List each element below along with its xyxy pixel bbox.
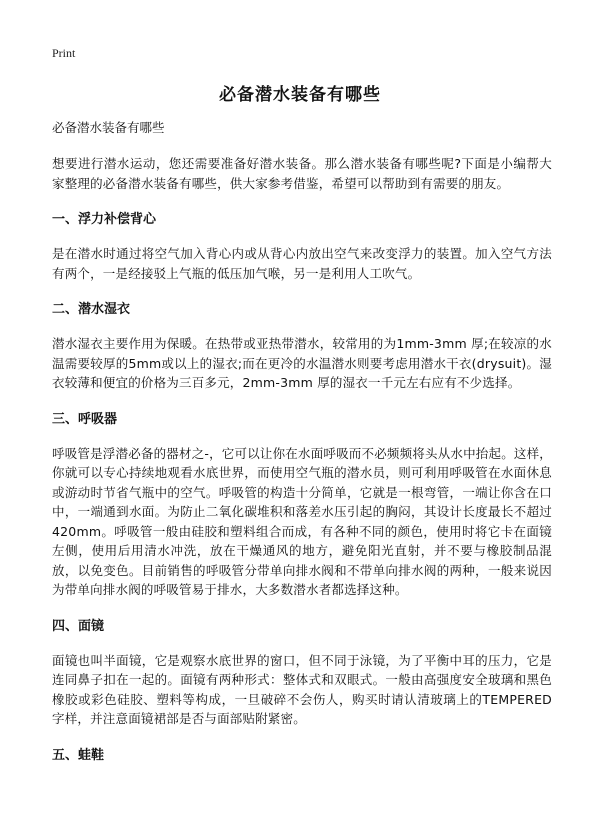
intro-paragraph: 想要进行潜水运动，您还需要准备好潜水装备。那么潜水装备有哪些呢?下面是小编帮大家整理的必备潜水装备有哪些，供大家参考借鉴，希望可以帮助到有需要的朋友。 [52, 156, 552, 191]
section-body-mask: 面镜也叫半面镜，它是观察水底世界的窗口，但不同于泳镜，为了平衡中耳的压力，它是连同鼻子扣在一起的。面镜有两种形式：整体式和双眼式。一般由高强度安全玻璃和黑色橡胶或彩色硅胶、塑料等构成，一旦破碎不会伤人，购买时请认清玻璃上的TEMPERED 字样，并注意面镜裙部是否与面部贴附紧密。 [52, 652, 552, 726]
section-heading-fins: 五、蛙鞋 [52, 747, 105, 763]
section-body-buoyancy: 是在潜水时通过将空气加入背心内或从背心内放出空气来改变浮力的装置。加入空气方法有两个，一是经接驳上气瓶的低压加气喉，另一是利用人工吹气。 [52, 246, 552, 281]
section-heading-wetsuit: 二、潜水湿衣 [52, 302, 131, 317]
section-heading-mask: 四、面镜 [52, 618, 105, 634]
section-body-wetsuit: 潜水湿衣主要作用为保暖。在热带或亚热带潜水，较常用的为1mm-3mm 厚;在较凉的水温需要较厚的5mm或以上的湿衣;而在更冷的水温潜水则要考虑用潜水干衣(drysuit)。湿衣较薄和便宜的价格为三百多元，2mm-3mm 厚的湿衣一千元左右应有不少选择。 [52, 336, 552, 390]
section-heading-buoyancy: 一、浮力补偿背心 [52, 212, 157, 227]
section-heading-snorkel: 三、呼吸器 [52, 411, 118, 427]
section-body-snorkel: 呼吸管是浮潜必备的器材之-，它可以让你在水面呼吸而不必频频将头从水中抬起。这样，你就可以专心持续地观看水底世界，而使用空气瓶的潜水员，则可利用呼吸管在水面休息或游动时节省气瓶中的空气。呼吸管的构造十分简单，它就是一根弯管，一端让你含在口中，一端通到水面。为防止二氧化碳堆积和落差水压引起的胸闷，其设计长度最长不超过420mm。呼吸管一般由硅胶和塑料组合而成，有各种不同的颜色，使用时将它卡在面镜左侧，使用后用清水冲洗，放在干燥通风的地方，避免阳光直射，并不要与橡胶制品混放，以免变色。目前销售的呼吸管分带单向排水阀和不带单向排水阀的两种，一般来说因为带单向排水阀的呼吸管易于排水，大多数潜水者都选择这种。 [52, 445, 553, 597]
print-label: Print [52, 46, 76, 60]
document-title: 必备潜水装备有哪些 [219, 85, 381, 105]
document-body [52, 118, 552, 780]
document-subtitle: 必备潜水装备有哪些 [52, 120, 165, 135]
